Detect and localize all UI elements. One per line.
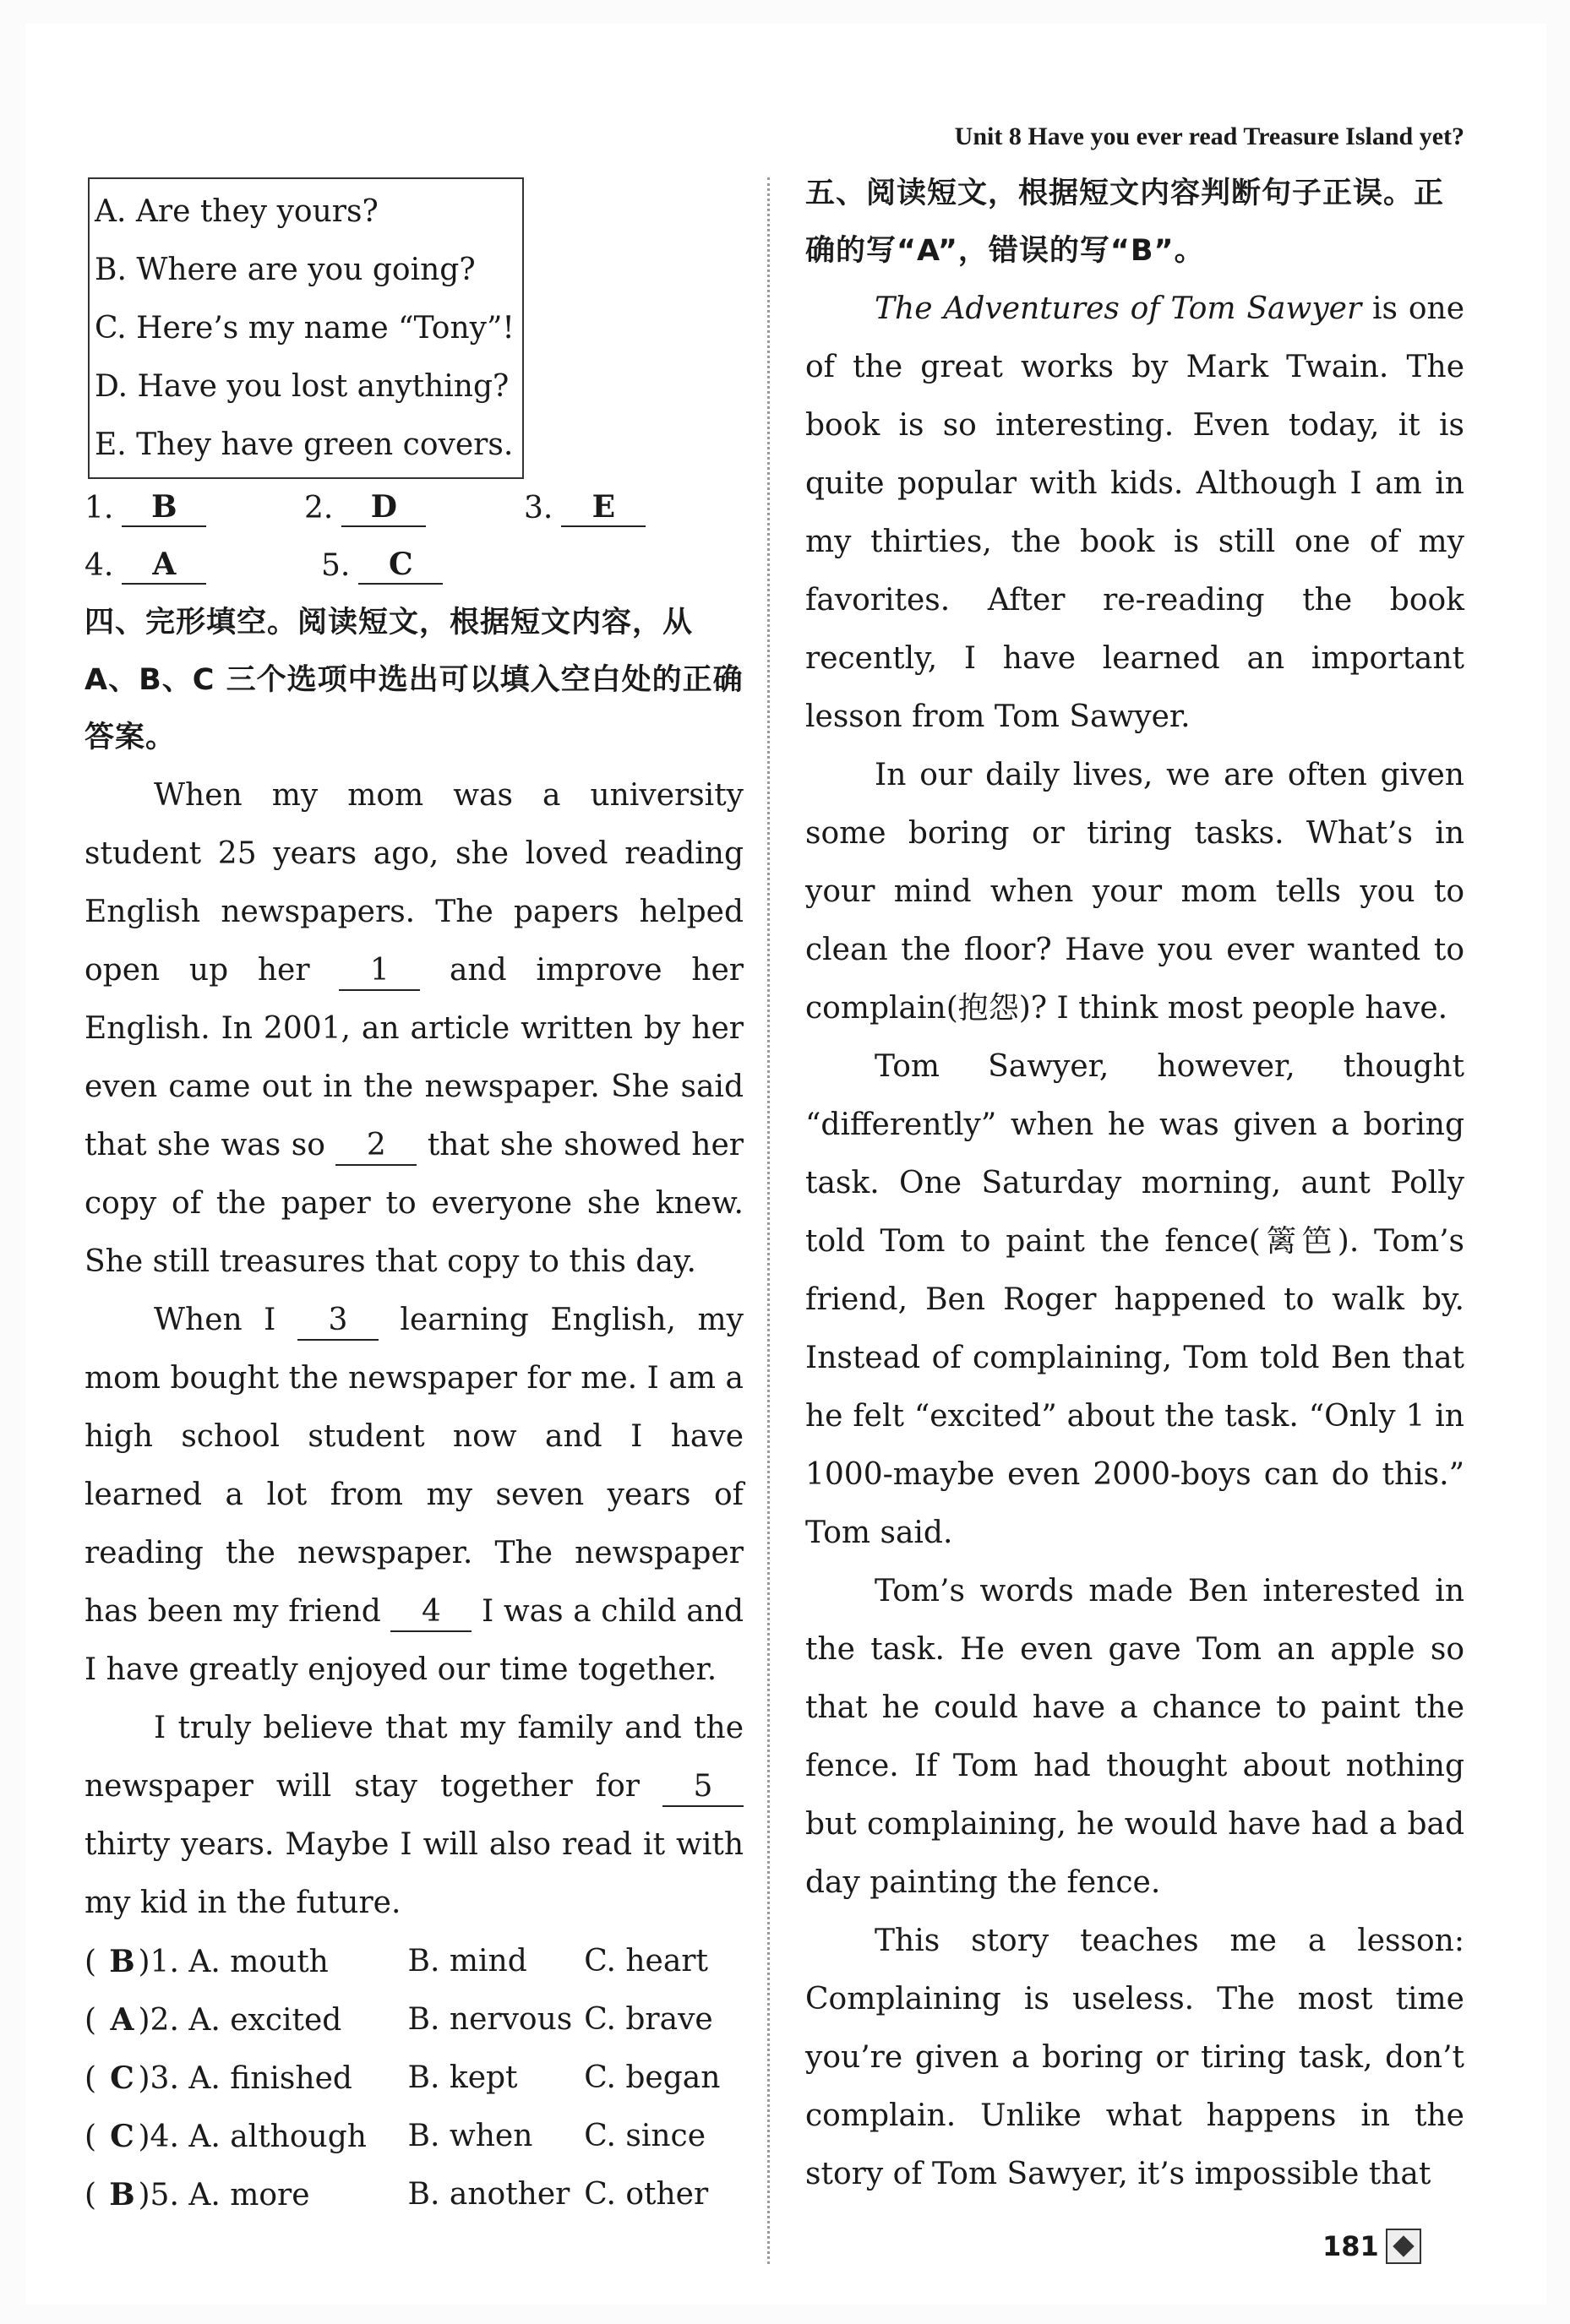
option-answer[interactable]: A xyxy=(110,2001,134,2038)
option-c: C. began xyxy=(584,2060,721,2095)
blank-3[interactable]: 3 xyxy=(297,1302,379,1341)
choice-item: C. Here’s my name “Tony”! xyxy=(95,311,515,346)
choice-item: A. Are they yours? xyxy=(95,194,379,229)
left-column xyxy=(84,177,744,2223)
answer-blank[interactable]: D xyxy=(341,488,426,527)
option-answer[interactable]: C xyxy=(110,2118,134,2154)
cloze-paragraph-1 xyxy=(84,766,744,1291)
option-a: )2. A. excited xyxy=(138,2002,342,2038)
option-row xyxy=(84,2049,744,2107)
answer-blank[interactable]: C xyxy=(358,546,443,585)
answer-number: 3. xyxy=(524,490,553,525)
answer-blank[interactable]: E xyxy=(561,488,646,527)
option-answer[interactable]: B xyxy=(109,1943,135,1979)
blank-5[interactable]: 5 xyxy=(662,1768,744,1807)
option-question: ( B )1. A. mouth xyxy=(84,1943,329,1979)
option-a: )1. A. mouth xyxy=(138,1944,329,1979)
option-question: ( B )5. A. more xyxy=(84,2176,310,2212)
option-answer[interactable]: C xyxy=(110,2060,134,2096)
option-answer[interactable]: B xyxy=(109,2176,135,2212)
answer-number: 1. xyxy=(84,490,114,525)
answer-number: 5. xyxy=(321,547,351,583)
option-c: C. other xyxy=(584,2177,709,2212)
text-run: learning English, my mom bought the newspaper for me. I am a high school student now and I have learned a lot from my seven years of reading the newspaper. The newspaper has been my friend xyxy=(84,1303,744,1629)
answer-row xyxy=(84,536,744,594)
text-run: and improve her English. In 2001, an article written by her even came out in the newspaper. She said that she was so xyxy=(84,953,744,1162)
options-list xyxy=(84,1932,744,2223)
option-a: )3. A. finished xyxy=(138,2060,352,2096)
cloze-paragraph-2 xyxy=(84,1291,744,1699)
reading-paragraph-1 xyxy=(805,280,1464,746)
answer-row xyxy=(84,479,744,536)
option-question: ( C )4. A. although xyxy=(84,2118,367,2154)
text-run: I was a child and I have greatly enjoyed our time together. xyxy=(84,1594,744,1687)
answer-item xyxy=(84,488,304,527)
section-4-heading: 四、完形填空。阅读短文，根据短文内容，从A、B、C 三个选项中选出可以填入空白处的正确答案。 xyxy=(84,606,744,754)
answer-number: 4. xyxy=(84,547,114,583)
blank-4[interactable]: 4 xyxy=(390,1593,472,1632)
answer-item xyxy=(321,546,558,585)
section-5-heading: 五、阅读短文，根据短文内容判断句子正误。正确的写“A”，错误的写“B”。 xyxy=(805,177,1445,268)
option-c: C. brave xyxy=(584,2002,713,2037)
choice-item: E. They have green covers. xyxy=(95,427,514,462)
option-c: C. heart xyxy=(584,1944,708,1978)
option-row xyxy=(84,1990,744,2049)
answer-item xyxy=(304,488,524,527)
column-divider xyxy=(767,177,770,2264)
option-b: B. nervous xyxy=(407,2002,573,2037)
option-a: )4. A. although xyxy=(138,2119,367,2154)
text-run: When my mom was a university student 25 years ago, she loved reading English newspapers. The papers helped open up her xyxy=(84,778,744,988)
choice-item: D. Have you lost anything? xyxy=(95,369,510,404)
cloze-paragraph-3 xyxy=(84,1699,744,1932)
page-footer xyxy=(1322,2229,1421,2264)
blank-1[interactable]: 1 xyxy=(339,952,420,991)
answer-item xyxy=(524,488,744,527)
option-c: C. since xyxy=(584,2119,706,2153)
reading-paragraph-2: In our daily lives, we are often given some boring or tiring tasks. What’s in your mind when your mom tells you to clean the floor? Have you ever wanted to complain(抱怨)? I think most people have. xyxy=(805,758,1464,1026)
answer-item xyxy=(84,546,321,585)
option-row xyxy=(84,2107,744,2165)
option-row xyxy=(84,1932,744,1990)
right-column xyxy=(805,165,1464,2203)
answer-blank[interactable]: B xyxy=(122,488,206,527)
diamond-icon xyxy=(1386,2229,1421,2264)
page-number: 181 xyxy=(1322,2230,1379,2262)
answer-number: 2. xyxy=(304,490,334,525)
choice-box xyxy=(88,177,524,479)
text-run: I truly believe that my family and the newspaper will stay together for xyxy=(84,1711,744,1804)
blank-2[interactable]: 2 xyxy=(335,1127,417,1166)
reading-paragraph-4: Tom’s words made Ben interested in the task. He even gave Tom an apple so that he could have a chance to paint the fence. If Tom had thought about nothing but complaining, he would have had a bad day painting the fence. xyxy=(805,1574,1464,1900)
option-b: B. another xyxy=(407,2177,570,2212)
answer-blank[interactable]: A xyxy=(122,546,206,585)
text-run: is one of the great works by Mark Twain. The book is so interesting. Even today, it is quite popular with kids. Although I am in my thirties, the book is still one of my favorites. After re-reading the book recently, I have learned an important lesson from Tom Sawyer. xyxy=(805,291,1464,734)
choice-item: B. Where are you going? xyxy=(95,253,476,287)
option-b: B. kept xyxy=(407,2060,518,2095)
option-question: ( C )3. A. finished xyxy=(84,2060,352,2096)
text-run: thirty years. Maybe I will also read it with my kid in the future. xyxy=(84,1827,744,1920)
text-run: that she showed her copy of the paper to everyone she knew. She still treasures that copy to this day. xyxy=(84,1128,744,1279)
option-question: ( A )2. A. excited xyxy=(84,2001,342,2038)
unit-header: Unit 8 Have you ever read Treasure Island yet? xyxy=(954,122,1464,150)
option-a: )5. A. more xyxy=(138,2177,310,2212)
text-run: When I xyxy=(154,1303,297,1337)
reading-paragraph-5: This story teaches me a lesson: Complaining is useless. The most time you’re given a boring or tiring task, don’t complain. Unlike what happens in the story of Tom Sawyer, it’s impossible that xyxy=(805,1924,1464,2191)
option-b: B. when xyxy=(407,2119,533,2153)
reading-paragraph-3: Tom Sawyer, however, thought “differently” when he was given a boring task. One Saturday morning, aunt Polly told Tom to paint the fence(篱笆). Tom’s friend, Ben Roger happened to walk by. Instead of complaining, Tom told Ben that he felt “excited” about the task. “Only 1 in 1000-maybe even 2000-boys can do this.” Tom said. xyxy=(805,1049,1464,1550)
option-b: B. mind xyxy=(407,1944,527,1978)
book-title: The Adventures of Tom Sawyer xyxy=(875,291,1362,326)
option-row xyxy=(84,2165,744,2223)
